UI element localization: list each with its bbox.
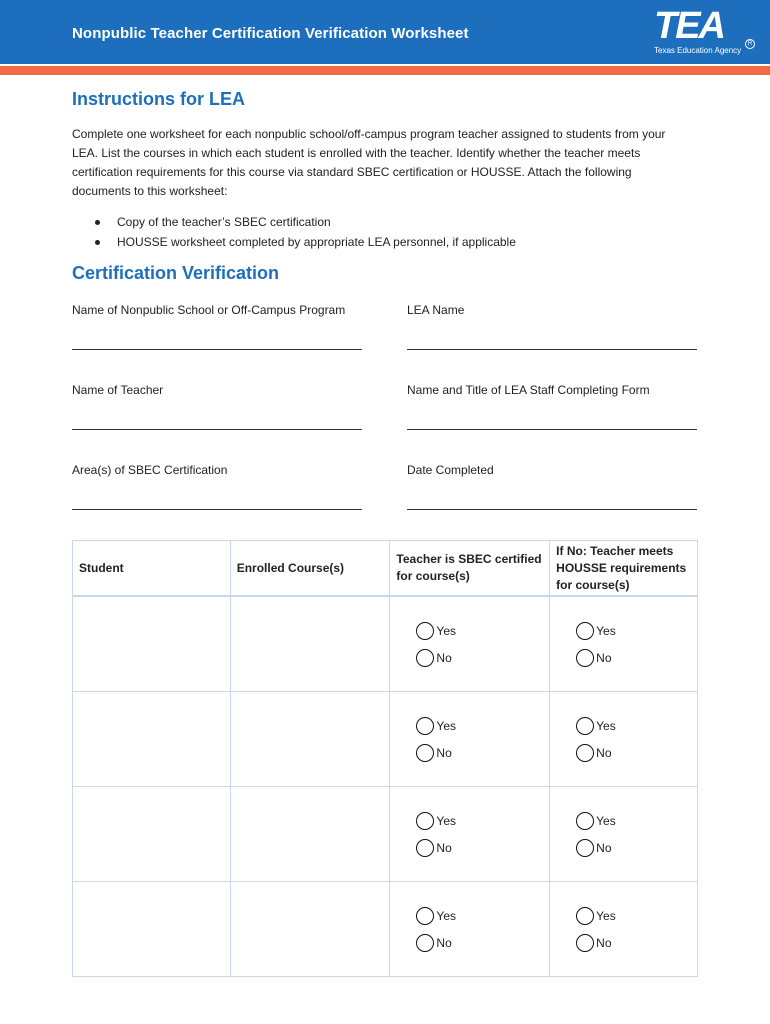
registered-mark: R [745, 39, 755, 49]
staff-name-title-label: Name and Title of LEA Staff Completing Form [407, 383, 650, 397]
courses-cell[interactable] [230, 596, 390, 692]
housse-yes-radio[interactable]: Yes [576, 622, 697, 640]
radio-circle-icon [576, 839, 594, 857]
sbec-cell [390, 596, 550, 692]
radio-circle-icon [416, 907, 434, 925]
tea-logo [648, 4, 760, 60]
school-name-field[interactable] [72, 349, 362, 350]
table-row [73, 787, 698, 882]
date-completed-field[interactable] [407, 509, 697, 510]
student-cell[interactable] [73, 787, 231, 882]
courses-cell[interactable] [230, 882, 390, 977]
sbec-cell [390, 787, 550, 882]
list-item: HOUSSE worksheet completed by appropriate LEA personnel, if applicable [95, 232, 516, 252]
radio-circle-icon [576, 907, 594, 925]
logo-subtitle: Texas Education Agency [654, 46, 742, 55]
table-row [73, 692, 698, 787]
radio-circle-icon [576, 622, 594, 640]
sbec-cell [390, 692, 550, 787]
courses-cell[interactable] [230, 692, 390, 787]
radio-circle-icon [416, 934, 434, 952]
accent-bar [0, 66, 770, 75]
lea-name-field[interactable] [407, 349, 697, 350]
radio-circle-icon [416, 649, 434, 667]
radio-circle-icon [416, 717, 434, 735]
sbec-cell [390, 882, 550, 977]
housse-no-radio[interactable]: No [576, 744, 697, 762]
radio-circle-icon [416, 812, 434, 830]
housse-cell [550, 882, 698, 977]
housse-cell [550, 596, 698, 692]
school-name-label: Name of Nonpublic School or Off-Campus Program [72, 303, 346, 317]
student-cell[interactable] [73, 692, 231, 787]
sbec-no-radio[interactable]: No [416, 934, 549, 952]
radio-circle-icon [576, 812, 594, 830]
radio-circle-icon [576, 649, 594, 667]
student-course-table [72, 540, 698, 977]
housse-cell [550, 692, 698, 787]
sbec-no-radio[interactable]: No [416, 649, 549, 667]
attachment-list [95, 212, 516, 252]
student-column-header: Student [73, 541, 231, 597]
teacher-name-label: Name of Teacher [72, 383, 164, 397]
staff-name-title-field[interactable] [407, 429, 697, 430]
housse-column-header: If No: Teacher meets HOUSSE requirements for course(s) [550, 541, 698, 597]
radio-circle-icon [416, 839, 434, 857]
sbec-yes-radio[interactable]: Yes [416, 717, 549, 735]
radio-circle-icon [416, 622, 434, 640]
certification-heading: Certification Verification [72, 263, 280, 283]
table-row [73, 882, 698, 977]
document-title: Nonpublic Teacher Certification Verification Worksheet [72, 25, 469, 42]
sbec-yes-radio[interactable]: Yes [416, 907, 549, 925]
student-cell[interactable] [73, 882, 231, 977]
radio-circle-icon [576, 744, 594, 762]
sbec-no-radio[interactable]: No [416, 744, 549, 762]
housse-yes-radio[interactable]: Yes [576, 907, 697, 925]
bullet-icon [95, 220, 100, 225]
housse-cell [550, 787, 698, 882]
instructions-body: Complete one worksheet for each nonpublic school/off-campus program teacher assigned to students from your LEA. List the courses in which each student is enrolled with the teacher. Identify whether the teacher meets certification requirements for this course via standard SBEC certification or HOUSSE. Attach the following documents to this worksheet: [72, 127, 666, 198]
sbec-area-field[interactable] [72, 509, 362, 510]
housse-no-radio[interactable]: No [576, 649, 697, 667]
bullet-icon [95, 240, 100, 245]
teacher-name-field[interactable] [72, 429, 362, 430]
logo-text: TEA [654, 5, 724, 47]
housse-yes-radio[interactable]: Yes [576, 812, 697, 830]
radio-circle-icon [576, 717, 594, 735]
housse-no-radio[interactable]: No [576, 839, 697, 857]
table-header-row [73, 541, 698, 597]
courses-cell[interactable] [230, 787, 390, 882]
table-row [73, 596, 698, 692]
radio-circle-icon [416, 744, 434, 762]
housse-no-radio[interactable]: No [576, 934, 697, 952]
courses-column-header: Enrolled Course(s) [230, 541, 390, 597]
lea-name-label: LEA Name [407, 303, 465, 317]
list-item: Copy of the teacher’s SBEC certification [95, 212, 516, 232]
student-cell[interactable] [73, 596, 231, 692]
housse-yes-radio[interactable]: Yes [576, 717, 697, 735]
sbec-column-header: Teacher is SBEC certified for course(s) [390, 541, 550, 597]
date-completed-label: Date Completed [407, 463, 494, 477]
header-bar [0, 0, 770, 64]
instructions-heading: Instructions for LEA [72, 89, 246, 109]
sbec-yes-radio[interactable]: Yes [416, 812, 549, 830]
radio-circle-icon [576, 934, 594, 952]
sbec-area-label: Area(s) of SBEC Certification [72, 463, 228, 477]
sbec-no-radio[interactable]: No [416, 839, 549, 857]
sbec-yes-radio[interactable]: Yes [416, 622, 549, 640]
